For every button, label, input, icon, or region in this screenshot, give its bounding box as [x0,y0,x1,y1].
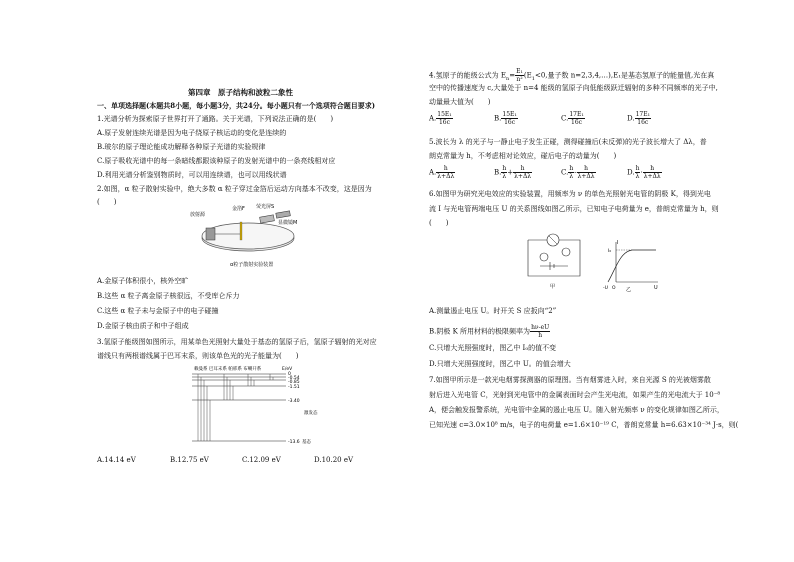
q7-stem-line2: 射后进入光电管 C，光射到光电管中的金属表面时会产生光电流，如果产生的光电流大于 10⁻⁸ [429,391,721,399]
fig-origin-label: O [612,286,616,291]
fig-series-labels: 赖曼系 巴耳末系 帕邢系 布喇开系 [194,367,262,372]
q3-option-d: D.10.20 eV [314,456,354,464]
q7-stem-line4: 已知光速 c=3.0×10⁸ m/s，电子的电荷量 e=1.6×10⁻¹⁹ C，普朗克常量 h=6.63×10⁻³⁴ J·s，则( [429,421,739,429]
photoelectric-circuit-figure [520,232,590,292]
q4-option-a: A. $\frac{\text{15E₁}}{16c}$ [429,111,452,126]
q3-option-c: C.12.09 eV [242,456,281,464]
q3-option-b: B.12.75 eV [170,456,209,464]
fig-caption: α粒子散射实验装置 [230,262,274,268]
fig-jia-label: 甲 [550,284,556,290]
q2-option-d: D.金原子核由质子和中子组成 [97,322,189,330]
fig-unit-label: E/eV [282,367,293,372]
q1-option-c: C.原子吸收光谱中的每一条暗线都跟该种原子的发射光谱中的一条亮线相对应 [97,157,336,165]
iu-graph-figure [598,238,662,292]
q6-option-a: A.测量遏止电压 U。时开关 S 应扳向“2” [429,307,557,315]
q5-option-a: A. $\frac{h}{\lambda+\Delta\lambda}$ [429,165,455,180]
fig-label-source: 放射源 [190,212,206,218]
fig-label-microscope: 显微镜M [278,220,298,226]
q4-option-d: D. $\frac{\text{17E₁}}{16c}$ [627,111,651,126]
q6-stem-line2: 流 I 与光电管两端电压 U 的关系图线如图乙所示，已知电子电荷量为 e，普朗克常量为 h，则 [429,205,719,213]
q5-option-b: B. $\frac{h}{\lambda}$ + $\frac{h}{\lambda+\Delta\lambda}$ [494,165,532,180]
fig-uc-label: -U [603,286,608,291]
fig-ground-label: 基态 [302,440,311,445]
q5-option-d: D. $\frac{h}{\lambda}$ · $\frac{h}{\lambda+\Delta\lambda}$ [627,165,661,180]
q2-option-c: C.这些 α 粒子未与金原子中的电子碰撞 [97,307,219,315]
q5-stem-line2: 朗克常量为 h，不考虑相对论效应，碰后电子的动量为( ) [429,152,617,160]
fig-u-axis: U [654,285,658,291]
level-label-4: -3.40 [288,399,300,404]
level-label-2: -0.85 [288,380,300,385]
fig-label-foil: 金箔F [232,206,245,212]
energy-level-figure [186,362,326,448]
q7-stem-line3: A，便会触发报警系统，光电管中金属的遏止电压 U。随入射光频率 ν 的变化规律如图乙所示， [429,406,724,414]
q4-option-c: C. $\frac{\text{17E₁}}{16c}$ [561,111,584,126]
fig-label-screen: 荧光屏S [256,204,275,210]
q6-option-d: D.只增大光照强度时，图乙中 U。的值会增大 [429,360,571,368]
q4-option-b: B. $\frac{\text{15E₁}}{16c}$ [494,111,517,126]
q6-option-b: B.阴极 K 所用材料的极限频率为 $\frac{h\nu-eU}{h}$ [429,324,550,339]
section-heading: 一、单项选择题(本题共8小题，每小题3分，共24分。每小题只有一个选项符合题目要求) [97,101,376,110]
q4-stem-line1: 4.氢原子的能级公式为 $E_n=$ $\frac{\text{E₁}}{\text{n²}}$ ($E_1<0$,量子数 n=2,3,4,…),E₁是基态氢原子的能量值,光在真 [429,68,715,83]
q2-paren: ( ) [97,198,117,206]
q6-option-c: C.只增大光照强度时，图乙中 I₀的值不变 [429,344,557,352]
fig-i-axis: I [617,240,619,246]
q5-stem-line1: 5.波长为 λ 的光子与一静止电子发生正碰，测得碰撞后(未反弹)的光子波长增大了 Δλ，普 [429,138,707,146]
level-label-5: -13.6 [288,440,300,445]
q4-stem-line3: 动量最大值为( ) [429,98,491,106]
q4-stem-line2: 空中的传播速度为 c,大量处于 n=4 能级的氢原子向低能级跃迁辐射的多种不同频率的光子中, [429,84,718,92]
chapter-title: 第四章 原子结构和波粒二象性 [188,88,293,97]
level-label-3: -1.51 [288,385,300,390]
q2-option-a: A.金原子体积很小，核外空旷 [97,277,189,285]
q1-option-d: D.利用光谱分析鉴别物质时，可以用连续谱，也可以用线状谱 [97,171,287,179]
fig-yi-label: 乙 [626,287,632,292]
q6-stem-line1: 6.如图甲为研究光电效应的实验装置，用频率为 ν 的单色光照射光电管的阴极 K，得到光电 [429,190,711,198]
q1-option-b: B.玻尔的原子理论能成功解释各种原子光谱的实验规律 [97,143,266,151]
q3-stem-line1: 3.氢原子能级图如图所示，用某单色光照射大量处于基态的氢原子后，氢原子辐射的光对应 [97,338,377,346]
fig-i0-label: I₀ [608,249,612,254]
q1-stem: 1.光谱分析为探索原子世界打开了通路。关于光谱，下列说法正确的是( ) [97,115,334,123]
alpha-scattering-figure [190,202,300,268]
level-label-0: 0 [288,372,291,377]
fig-excited-label: 激发态 [304,411,318,416]
q6-stem-line3: ( ) [429,219,449,227]
q5-option-c: C. $\frac{h}{\lambda}$ - $\frac{h}{\lambda+\Delta\lambda}$ [561,165,595,180]
level-label-1: -0.54 [288,376,300,381]
q7-stem-line1: 7.如图甲所示是一款光电烟雾探测器的原理图。当有烟雾进入时，来自光源 S 的光被烟雾散 [429,376,711,384]
q2-option-b: B.这些 α 粒子离金原子核很远，不受库仑斥力 [97,292,240,300]
q3-option-a: A.14.14 eV [97,456,136,464]
q1-option-a: A.原子发射连续光谱是因为电子绕原子核运动的变化是连续的 [97,129,287,137]
q2-stem: 2.如图，α 粒子散射实验中，绝大多数 α 粒子穿过金箔后运动方向基本不改变，这是因为 [97,185,372,193]
q3-stem-line2: 谱线只有两根谱线属于巴耳末系，则该单色光的光子能量为( ) [97,352,299,360]
